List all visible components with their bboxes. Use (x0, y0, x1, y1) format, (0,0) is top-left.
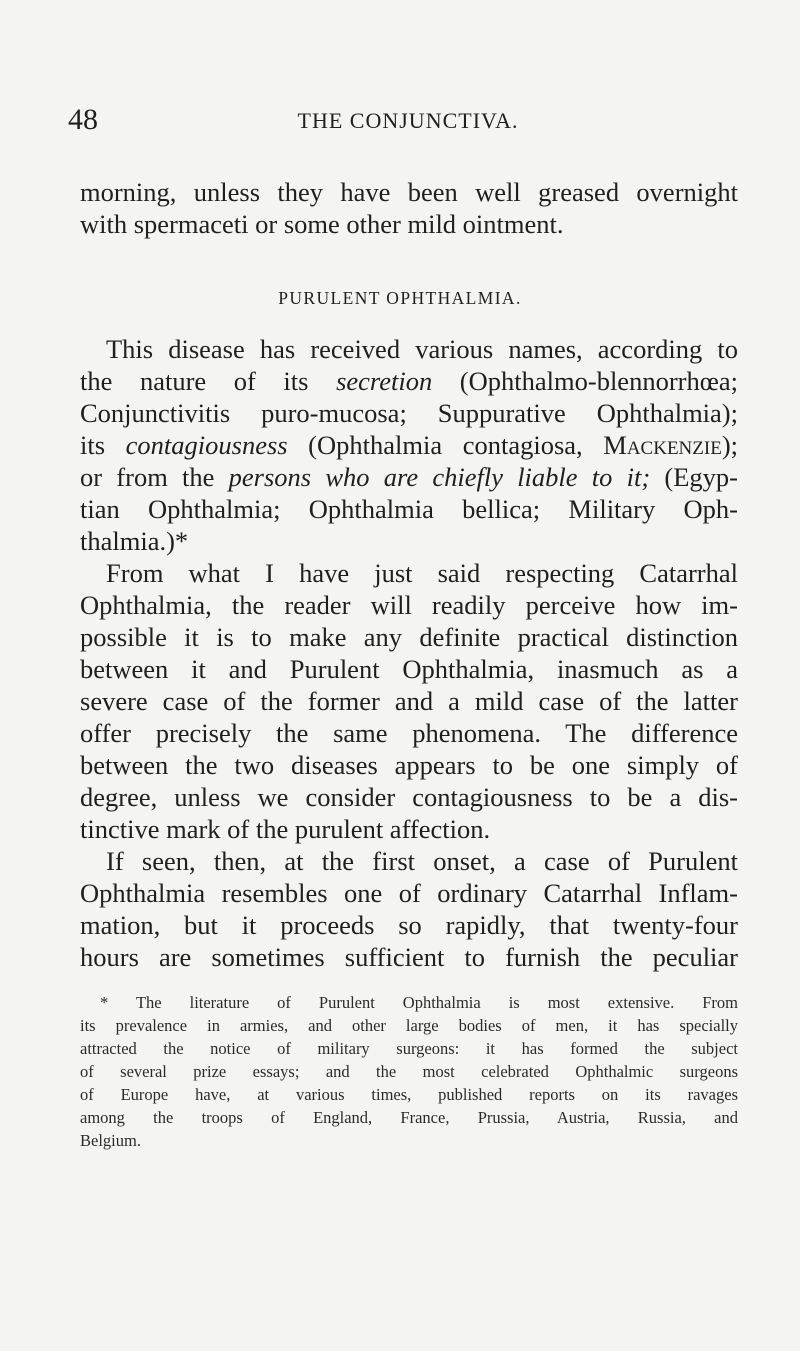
footnote-line: of Europe have, at various times, published reports on its ravages (80, 1085, 738, 1104)
text-line: mation, but it proceeds so rapidly, that twenty-four (80, 910, 738, 940)
text-line: tian Ophthalmia; Ophthalmia bellica; Military Oph- (80, 494, 738, 524)
footnote-line: among the troops of England, France, Prussia, Austria, Russia, and (80, 1108, 738, 1127)
text-line: possible it is to make any definite practical distinction (80, 622, 738, 652)
text-line: This disease has received various names, according to (106, 334, 738, 364)
emphasis-secretion: secretion (336, 366, 433, 396)
text-line: thalmia.)* (80, 526, 189, 556)
text-line: degree, unless we consider contagiousness to be a dis- (80, 782, 738, 812)
text-line: Ophthalmia resembles one of ordinary Catarrhal Inflam- (80, 878, 738, 908)
footnote-line: Belgium. (80, 1131, 141, 1150)
footnote-line: attracted the notice of military surgeons: it has formed the subject (80, 1039, 738, 1058)
text-line: Conjunctivitis puro-mucosa; Suppurative Ophthalmia); (80, 398, 738, 428)
text-line: its contagiousness (Ophthalmia contagiosa, Mackenzie); (80, 430, 738, 460)
text-line: Ophthalmia, the reader will readily perceive how im- (80, 590, 738, 620)
text-line: morning, unless they have been well greased overnight (80, 177, 738, 207)
text-line: tinctive mark of the purulent affection. (80, 814, 491, 844)
emphasis-persons: persons who are chiefly liable to it; (228, 462, 651, 492)
footnote-line: * The literature of Purulent Ophthalmia is most extensive. From (100, 993, 738, 1012)
page-number: 48 (68, 103, 98, 136)
text-line: the nature of its secretion (Ophthalmo-blennorrhœa; (80, 366, 738, 396)
emphasis-contagiousness: contagiousness (125, 430, 288, 460)
author-name: Mackenzie (603, 430, 722, 460)
text-line: between it and Purulent Ophthalmia, inasmuch as a (80, 654, 738, 684)
text-line: or from the persons who are chiefly liable to it; (Egyp- (80, 462, 738, 492)
text-line: between the two diseases appears to be one simply of (80, 750, 738, 780)
footnote-line: its prevalence in armies, and other large bodies of men, it has specially (80, 1016, 738, 1035)
text-line: severe case of the former and a mild case of the latter (80, 686, 738, 716)
section-heading: PURULENT OPHTHALMIA. (278, 288, 522, 308)
text-line: with spermaceti or some other mild ointment. (80, 209, 564, 239)
text-line: From what I have just said respecting Catarrhal (106, 558, 738, 588)
running-head: THE CONJUNCTIVA. (297, 108, 519, 133)
footnote-line: of several prize essays; and the most celebrated Ophthalmic surgeons (80, 1062, 738, 1081)
page-header (68, 100, 748, 140)
text-line: If seen, then, at the first onset, a case of Purulent (106, 846, 738, 876)
text-line: offer precisely the same phenomena. The difference (80, 718, 738, 748)
text-line: hours are sometimes sufficient to furnish the peculiar (80, 942, 738, 972)
